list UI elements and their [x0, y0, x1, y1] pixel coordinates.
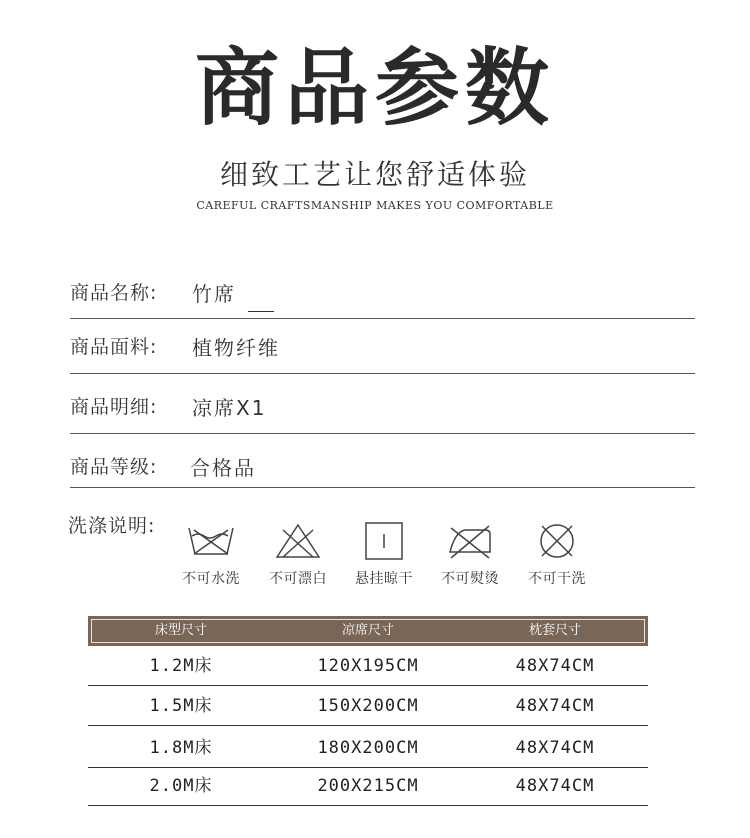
- table-row: [88, 766, 648, 806]
- table-row: [88, 728, 648, 768]
- table-header-cell: 凉席尺寸: [341, 623, 394, 638]
- care-text: 不可干洗: [528, 571, 586, 587]
- param-value: 凉席X1: [192, 396, 267, 420]
- care-item-no-dry-clean: [514, 522, 600, 588]
- table-cell: 48X74CM: [515, 696, 595, 716]
- table-row: [88, 686, 648, 726]
- table-cell: 48X74CM: [515, 776, 595, 796]
- table-cell: 1.5M床: [149, 696, 213, 716]
- no-iron-icon: [445, 522, 495, 560]
- param-label: 商品等级:: [70, 456, 158, 478]
- care-text: 悬挂晾干: [355, 571, 413, 587]
- table-cell: 1.2M床: [149, 656, 213, 676]
- table-cell: 180X200CM: [317, 738, 419, 758]
- table-cell: 48X74CM: [515, 738, 595, 758]
- page-title: 商品参数: [194, 38, 555, 137]
- divider: [70, 318, 695, 319]
- care-text: 不可漂白: [269, 571, 327, 587]
- care-item-no-wash: [168, 522, 254, 588]
- subtitle-english: CAREFUL CRAFTSMANSHIP MAKES YOU COMFORTABLE: [196, 199, 554, 212]
- no-dry-clean-icon: [532, 522, 582, 560]
- hang-dry-icon: [359, 522, 409, 560]
- divider: [70, 433, 695, 434]
- subtitle: 细致工艺让您舒适体验: [219, 158, 530, 191]
- no-wash-icon: [186, 522, 236, 560]
- care-item-hang-dry: [341, 522, 427, 588]
- size-table-header: [88, 616, 648, 646]
- param-value: 合格品: [190, 456, 256, 480]
- table-row: [88, 646, 648, 686]
- care-text: 不可水洗: [182, 571, 240, 587]
- care-item-no-iron: [427, 522, 513, 588]
- param-value: 竹席: [192, 282, 236, 306]
- table-cell: 1.8M床: [149, 738, 213, 758]
- care-text: 不可熨烫: [441, 571, 499, 587]
- divider: [248, 311, 274, 312]
- param-value: 植物纤维: [192, 336, 280, 360]
- no-bleach-icon: [273, 522, 323, 560]
- care-item-no-bleach: [255, 522, 341, 588]
- param-label: 商品名称:: [70, 282, 158, 304]
- param-label: 商品面料:: [70, 336, 158, 358]
- divider: [70, 487, 695, 488]
- table-header-cell: 枕套尺寸: [528, 623, 581, 638]
- param-label: 商品明细:: [70, 396, 158, 418]
- table-cell: 150X200CM: [317, 696, 419, 716]
- table-cell: 120X195CM: [317, 656, 419, 676]
- table-header-cell: 床型尺寸: [154, 623, 207, 638]
- table-cell: 2.0M床: [149, 776, 213, 796]
- table-cell: 48X74CM: [515, 656, 595, 676]
- divider: [88, 725, 648, 726]
- divider: [88, 805, 648, 806]
- table-cell: 200X215CM: [317, 776, 419, 796]
- care-label: 洗涤说明:: [68, 515, 156, 537]
- divider: [70, 373, 695, 374]
